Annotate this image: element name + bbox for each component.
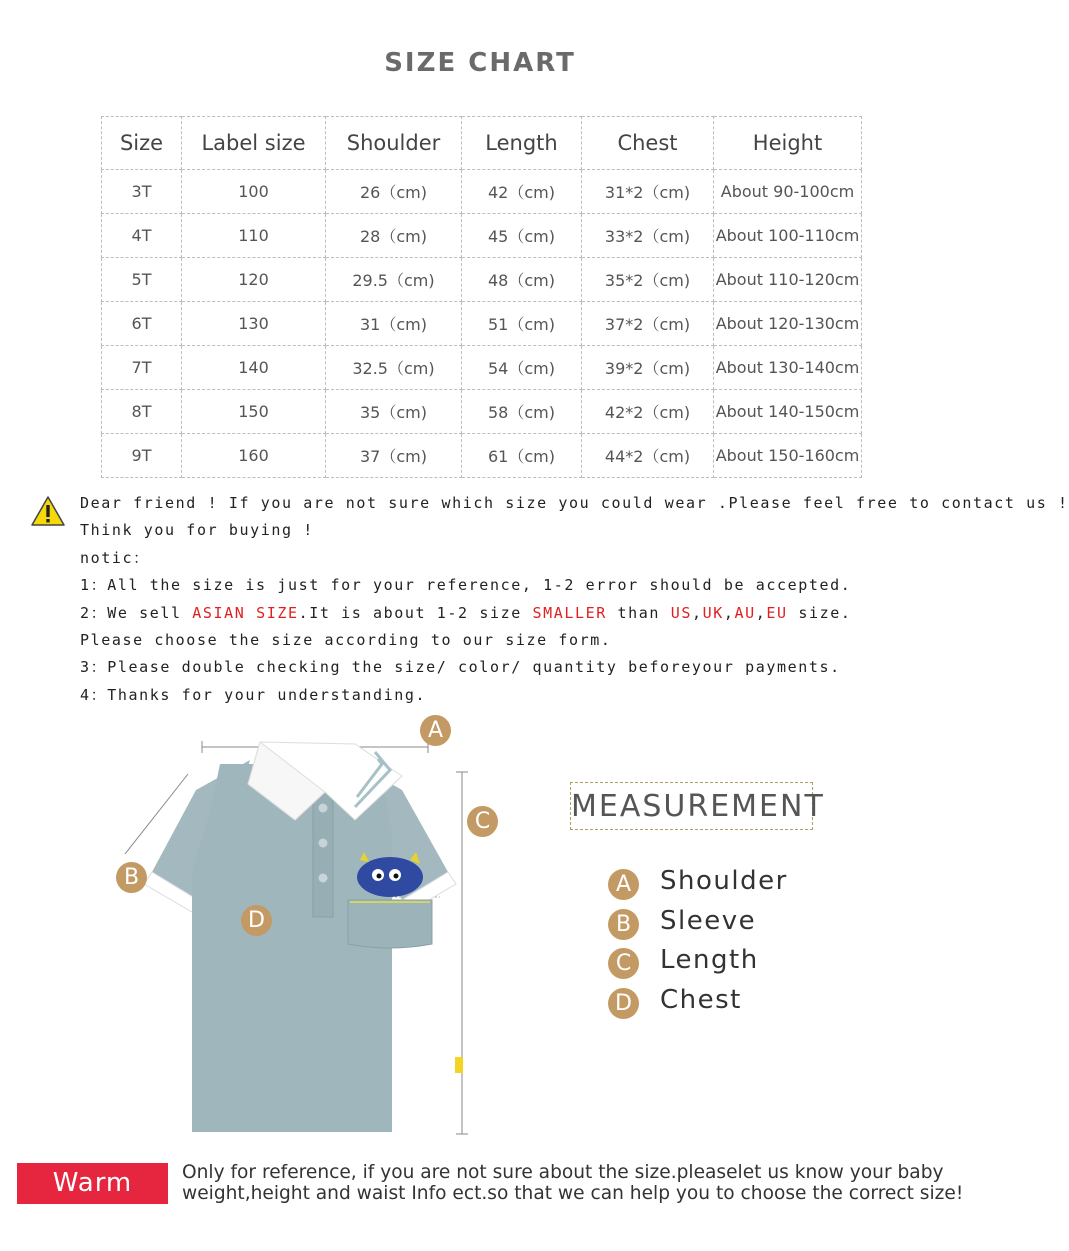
cell-shoulder: 32.5（cm) (326, 346, 462, 390)
cell-shoulder: 29.5（cm) (326, 258, 462, 302)
note-line: notic： (80, 548, 150, 567)
legend-label: Sleeve (660, 905, 757, 936)
au-highlight: AU (734, 603, 756, 622)
cell-length: 54（cm) (462, 346, 582, 390)
cell-length: 61（cm) (462, 434, 582, 478)
header-height: Height (714, 117, 862, 170)
notes-block (80, 490, 1069, 709)
cell-chest: 37*2（cm) (582, 302, 714, 346)
note-line: Please choose the size according to our size form. (80, 631, 612, 650)
size-chart-table (101, 116, 862, 478)
cell-chest: 35*2（cm) (582, 258, 714, 302)
cell-shoulder: 26（cm) (326, 170, 462, 214)
cell-height: About 130-140cm (714, 346, 862, 390)
note-text: 2：We sell (80, 603, 193, 622)
cell-size: 4T (102, 214, 182, 258)
table-row (102, 434, 862, 478)
cell-chest: 44*2（cm) (582, 434, 714, 478)
header-label-size: Label size (182, 117, 326, 170)
note-text: , (723, 603, 735, 622)
header-shoulder: Shoulder (326, 117, 462, 170)
table-row (102, 390, 862, 434)
table-row (102, 170, 862, 214)
warm-tips-line: Only for reference, if you are not sure about the size.pleaselet us know your baby (182, 1162, 944, 1183)
cell-label-size: 110 (182, 214, 326, 258)
cell-length: 51（cm) (462, 302, 582, 346)
polo-shirt-illustration (100, 712, 500, 1142)
marker-d-icon: D (241, 905, 272, 936)
note-text: .It is about 1-2 size (298, 603, 533, 622)
cell-shoulder: 37（cm) (326, 434, 462, 478)
cell-height: About 150-160cm (714, 434, 862, 478)
table-row (102, 258, 862, 302)
legend-label: Shoulder (660, 866, 788, 896)
cell-size: 7T (102, 346, 182, 390)
marker-a-icon: A (420, 715, 451, 746)
header-size: Size (102, 117, 182, 170)
cell-height: About 140-150cm (714, 390, 862, 434)
table-row (102, 346, 862, 390)
uk-highlight: UK (702, 603, 724, 622)
cell-length: 48（cm) (462, 258, 582, 302)
measurement-heading: MEASUREMENT (570, 782, 813, 830)
legend-label: Chest (660, 984, 742, 1015)
us-highlight: US (670, 603, 692, 622)
cell-chest: 31*2（cm) (582, 170, 714, 214)
marker-c-icon: C (467, 806, 498, 837)
cell-label-size: 100 (182, 170, 326, 214)
table-row (102, 302, 862, 346)
warning-icon (31, 496, 65, 526)
note-line: 1：All the size is just for your reference, 1-2 error should be accepted. (80, 576, 852, 595)
table-row (102, 214, 862, 258)
eu-highlight: EU (766, 603, 788, 622)
letter-b-icon: B (608, 909, 639, 940)
note-line: 4：Thanks for your understanding. (80, 685, 427, 704)
cell-length: 45（cm) (462, 214, 582, 258)
marker-b-icon: B (116, 862, 147, 893)
cell-height: About 90-100cm (714, 170, 862, 214)
note-text: size. (787, 603, 852, 622)
cell-length: 42（cm) (462, 170, 582, 214)
smaller-highlight: SMALLER (532, 603, 607, 622)
letter-c-icon: C (608, 948, 639, 979)
cell-size: 5T (102, 258, 182, 302)
cell-chest: 42*2（cm) (582, 390, 714, 434)
cell-height: About 120-130cm (714, 302, 862, 346)
cell-shoulder: 28（cm) (326, 214, 462, 258)
cell-label-size: 130 (182, 302, 326, 346)
letter-a-icon: A (608, 869, 639, 900)
cell-height: About 110-120cm (714, 258, 862, 302)
cell-size: 9T (102, 434, 182, 478)
header-chest: Chest (582, 117, 714, 170)
note-line-asian-size (80, 600, 940, 627)
cell-label-size: 120 (182, 258, 326, 302)
cell-size: 8T (102, 390, 182, 434)
warm-tips-text (182, 1162, 964, 1204)
page-title: SIZE CHART (384, 48, 576, 78)
cell-label-size: 140 (182, 346, 326, 390)
table-header-row (102, 117, 862, 170)
letter-d-icon: D (608, 988, 639, 1019)
cell-size: 3T (102, 170, 182, 214)
cell-shoulder: 31（cm) (326, 302, 462, 346)
legend-label: Length (660, 945, 759, 975)
cell-label-size: 160 (182, 434, 326, 478)
header-length: Length (462, 117, 582, 170)
shirt-diagram (100, 712, 500, 1142)
note-text: , (691, 603, 703, 622)
note-line: 3：Please double checking the size/ color/ quantity beforeyour payments. (80, 658, 841, 677)
note-text: , (755, 603, 767, 622)
note-text: than (606, 603, 671, 622)
note-line: Think you for buying ! (80, 521, 314, 540)
asian-size-highlight: ASIAN SIZE (192, 603, 299, 622)
cell-chest: 33*2（cm) (582, 214, 714, 258)
cell-chest: 39*2（cm) (582, 346, 714, 390)
cell-size: 6T (102, 302, 182, 346)
cell-shoulder: 35（cm) (326, 390, 462, 434)
warm-tips-line: weight,height and waist Info ect.so that we can help you to choose the correct size! (182, 1183, 964, 1204)
warm-tips-label: Warm Tips: (17, 1163, 168, 1204)
cell-length: 58（cm) (462, 390, 582, 434)
cell-label-size: 150 (182, 390, 326, 434)
note-line: Dear friend ! If you are not sure which size you could wear .Please feel free to contact us ! (80, 494, 1069, 512)
cell-height: About 100-110cm (714, 214, 862, 258)
